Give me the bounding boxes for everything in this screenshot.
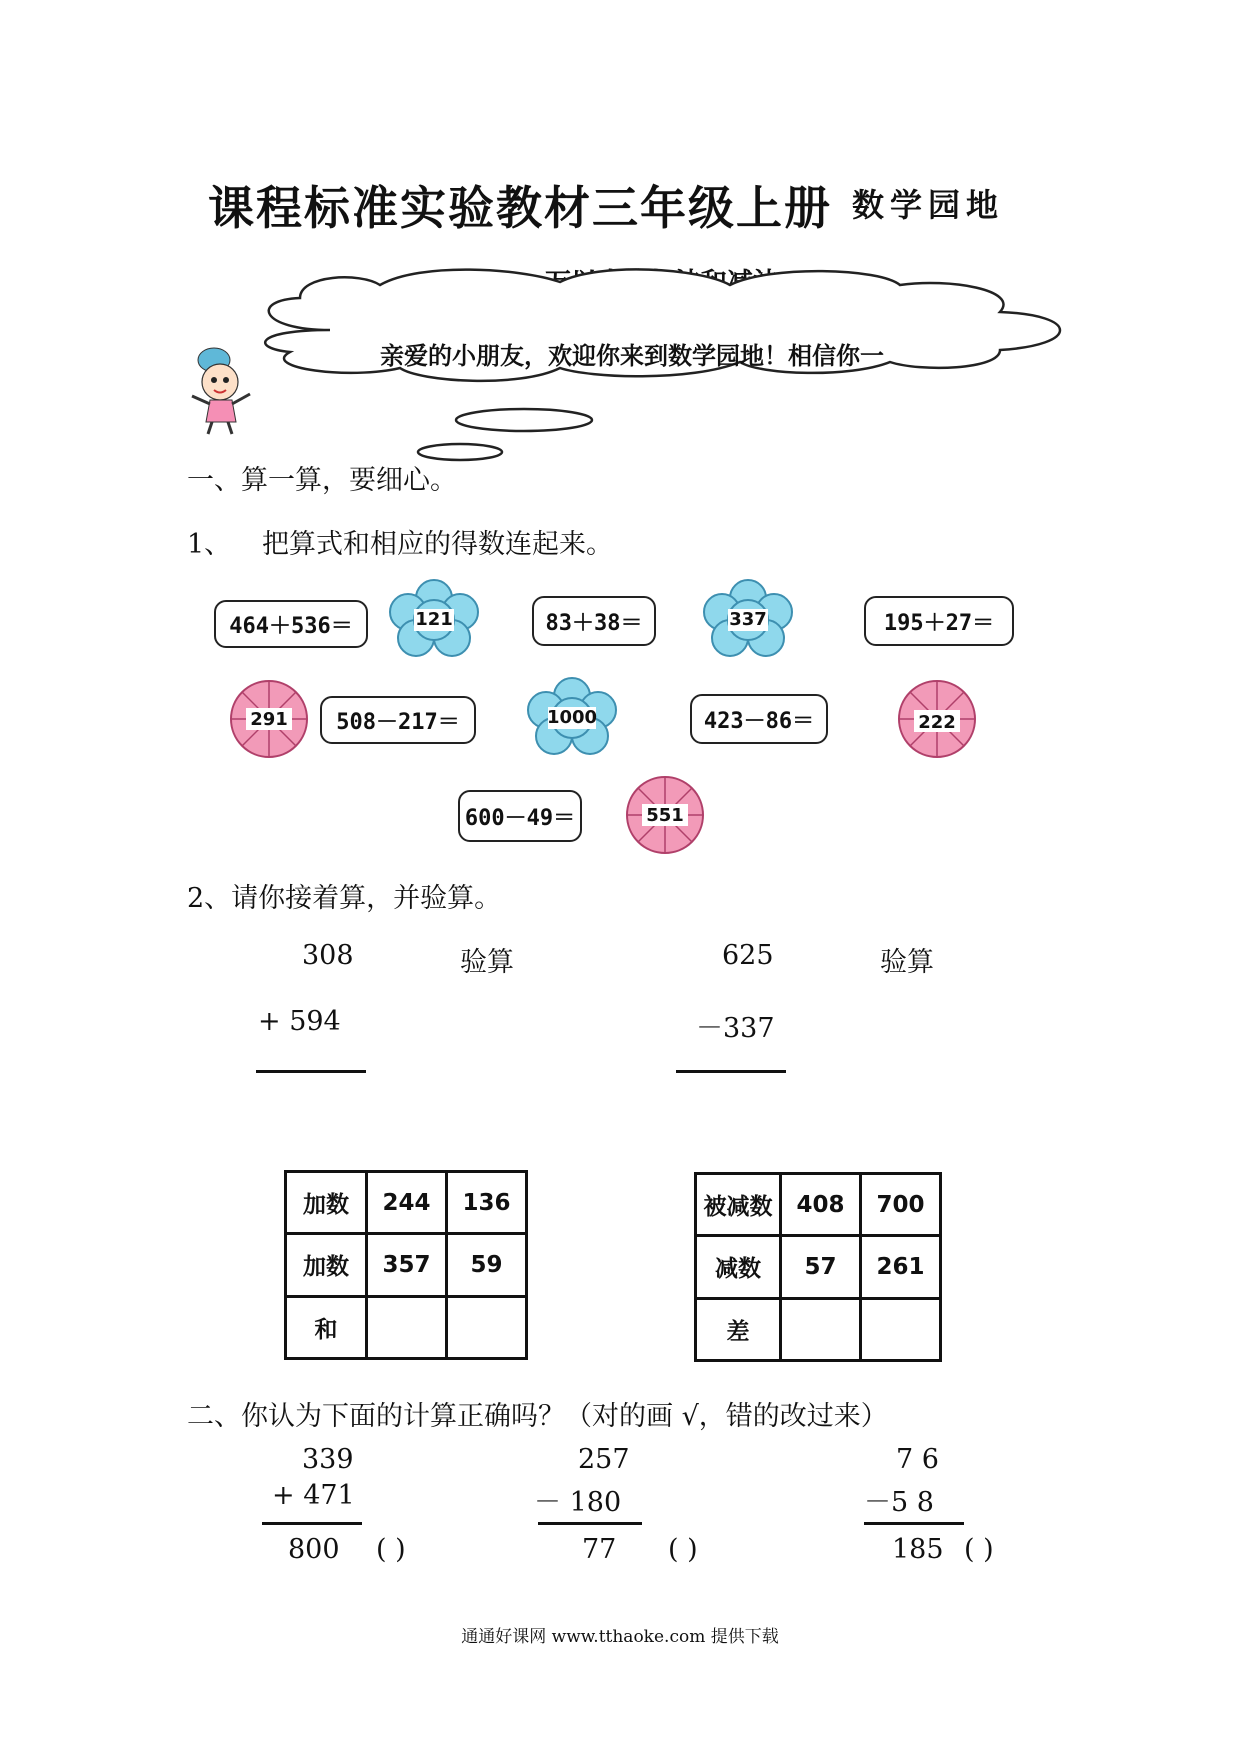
table-cell: 244 [367,1172,447,1234]
pink-flower-answer[interactable] [228,678,310,760]
addend-bottom: + 594 [258,1006,341,1037]
answer-line [676,1070,786,1073]
table-cell: 408 [781,1174,861,1236]
q1-label: 1、 [187,529,232,560]
cloud-bubble [0,0,1240,480]
check-parentheses[interactable]: ( ) [964,1534,994,1565]
answer-line [256,1070,366,1073]
problem-result: 185 [892,1534,944,1565]
table-cell: 差 [696,1298,781,1360]
table-cell: 136 [447,1172,527,1234]
greeting-text: 亲爱的小朋友，欢迎你来到数学园地！相信你一 [380,342,884,370]
answer-cell[interactable] [367,1296,447,1358]
table-cell: 261 [861,1236,941,1298]
expression-box[interactable]: 464＋536＝ [214,600,368,648]
blue-flower-answer[interactable] [524,676,620,758]
problem-top: 257 [578,1444,630,1475]
cartoon-girl-icon [188,346,258,438]
table-cell: 加数 [286,1234,367,1296]
minuend-top: 625 [722,940,774,971]
section-one-heading: 一、算一算，要细心。 [187,465,457,496]
addition-table [284,1170,528,1360]
footer-credit: 通通好课网 www.tthaoke.com 提供下载 [461,1627,779,1647]
problem-bottom: － 180 [534,1487,622,1518]
q1-instruction: 把算式和相应的得数连起来。 [262,529,613,560]
problem-result: 800 [288,1534,340,1565]
expression-box[interactable]: 195＋27＝ [864,596,1014,646]
answer-value: 121 [415,608,453,630]
expression-box[interactable]: 83＋38＝ [532,596,656,646]
subtrahend-bottom: －337 [696,1013,775,1044]
check-label: 验算 [880,947,934,978]
problem-bottom: + 471 [272,1480,355,1511]
table-cell: 被减数 [696,1174,781,1236]
answer-line [538,1522,642,1525]
table-cell: 57 [781,1236,861,1298]
answer-value: 551 [646,804,684,826]
check-label: 验算 [460,947,514,978]
problem-bottom: －5 8 [864,1487,934,1518]
page-title: 课程标准实验教材三年级上册 [208,181,832,235]
check-parentheses[interactable]: ( ) [668,1534,698,1565]
answer-value: 1000 [546,706,598,728]
table-cell: 加数 [286,1172,367,1234]
answer-line [262,1522,362,1525]
table-cell: 和 [286,1296,367,1358]
problem-result: 77 [582,1534,617,1565]
subtraction-table [694,1172,942,1362]
section-two-heading: 二、你认为下面的计算正确吗？（对的画 √，错的改过来） [187,1401,888,1432]
answer-value: 291 [250,708,288,730]
table-cell: 357 [367,1234,447,1296]
expression-box[interactable]: 423－86＝ [690,694,828,744]
answer-value: 337 [729,608,767,630]
problem-top: 7 6 [896,1444,939,1475]
answer-cell[interactable] [447,1296,527,1358]
table-cell: 59 [447,1234,527,1296]
blue-flower-answer[interactable] [386,578,482,660]
table-cell: 700 [861,1174,941,1236]
answer-line [864,1522,964,1525]
answer-value: 222 [918,711,956,733]
answer-cell[interactable] [781,1298,861,1360]
blue-flower-answer[interactable] [700,578,796,660]
page-subtitle: 数学园地 [852,186,1005,224]
pink-flower-answer[interactable] [896,678,978,760]
pink-flower-answer[interactable] [624,774,706,856]
expression-box[interactable]: 600－49＝ [458,790,582,842]
problem-top: 339 [302,1444,354,1475]
addend-top: 308 [302,940,354,971]
answer-cell[interactable] [861,1298,941,1360]
check-parentheses[interactable]: ( ) [376,1534,406,1565]
table-cell: 减数 [696,1236,781,1298]
expression-box[interactable]: 508－217＝ [320,696,476,744]
q2-instruction: 2、请你接着算，并验算。 [187,883,502,914]
